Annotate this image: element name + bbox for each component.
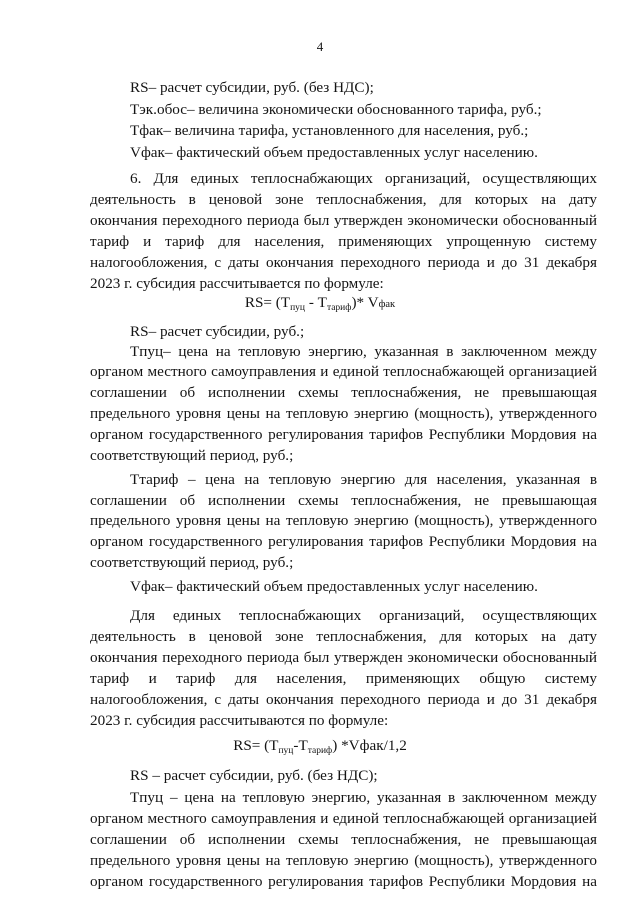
para7-line: Для единых теплоснабжающих организаций, осуществляющих bbox=[130, 607, 597, 624]
def-t-ek-obos: Tэк.обос– величина экономически обоснованного тарифа, руб.; bbox=[130, 101, 542, 118]
def-rs-3: RS – расчет субсидии, руб. (без НДС); bbox=[130, 767, 378, 784]
def-t-tarif-line: Tтариф – цена на тепловую энергию для населения, указанная в bbox=[130, 471, 597, 488]
def-t-puc-2-line: соглашении об исполнении схемы теплоснабжения, не превышающая bbox=[90, 831, 597, 848]
para7-line: окончания переходного периода был утвержден экономически обоснованный bbox=[90, 649, 597, 666]
para6-line: налогообложения, с даты окончания переходного периода и до 31 декабря bbox=[90, 254, 597, 271]
formula-1: $RS= (T_{пуц} - T_{тариф})*$ Vфак bbox=[244, 294, 396, 313]
def-t-puc-2-line: органом местного самоуправления и единой теплоснабжающей организацией bbox=[90, 810, 597, 827]
para7-line: налогообложения, с даты окончания переходного периода и до 31 декабря bbox=[90, 691, 597, 708]
def-t-puc-line: предельного уровня цены на тепловую энергию (мощность), утвержденного bbox=[90, 405, 597, 422]
def-t-tarif-line: соответствующий период, руб.; bbox=[90, 554, 294, 571]
formula-2: $RS= (T_{пуц}-T_{тариф})$ *Vфак/1,2 bbox=[233, 737, 407, 756]
def-t-puc-line: органом государственного регулирования тарифов Республики Мордовия на bbox=[90, 426, 597, 443]
def-t-tarif-line: соглашении об исполнении схемы теплоснабжения, не превышающая bbox=[90, 492, 597, 509]
def-t-puc-2-line: Tпуц – цена на тепловую энергию, указанная в заключенном между bbox=[130, 789, 597, 806]
para6-line: 6. Для единых теплоснабжающих организаций, осуществляющих bbox=[130, 170, 597, 187]
page-number: 4 bbox=[316, 39, 324, 54]
def-t-tarif-line: органом государственного регулирования тарифов Республики Мордовия на bbox=[90, 533, 597, 550]
para7-line: деятельность в ценовой зоне теплоснабжения, для которых на дату bbox=[90, 628, 597, 645]
para6-line: тариф и тариф для населения, применяющих упрощенную систему bbox=[90, 233, 597, 250]
def-t-fak: Tфак– величина тарифа, установленного для населения, руб.; bbox=[130, 122, 529, 139]
def-v-fak-2: Vфак– фактический объем предоставленных услуг населению. bbox=[130, 578, 538, 595]
para6-line: деятельность в ценовой зоне теплоснабжения, для которых на дату bbox=[90, 191, 597, 208]
def-t-puc-line: органом местного самоуправления и единой теплоснабжающей организацией bbox=[90, 363, 597, 380]
para6-line: окончания переходного периода был утвержден экономически обоснованный bbox=[90, 212, 597, 229]
def-rs: RS– расчет субсидии, руб. (без НДС); bbox=[130, 79, 374, 96]
def-rs-2: RS– расчет субсидии, руб.; bbox=[130, 323, 305, 340]
def-t-puc-line: соглашении об исполнении схемы теплоснабжения, не превышающая bbox=[90, 384, 597, 401]
para7-line: 2023 г. субсидия рассчитываются по формуле: bbox=[90, 712, 389, 729]
def-t-tarif-line: предельного уровня цены на тепловую энергию (мощность), утвержденного bbox=[90, 512, 597, 529]
def-t-puc-2-line: органом государственного регулирования тарифов Республики Мордовия на bbox=[90, 873, 597, 890]
para7-line: тариф и тариф для населения, применяющих общую систему bbox=[90, 670, 597, 687]
para6-line: 2023 г. субсидия рассчитывается по формуле: bbox=[90, 275, 384, 292]
def-t-puc-line: Tпуц– цена на тепловую энергию, указанная в заключенном между bbox=[130, 343, 597, 360]
def-t-puc-line: соответствующий период, руб.; bbox=[90, 447, 294, 464]
def-t-puc-2-line: предельного уровня цены на тепловую энергию (мощность), утвержденного bbox=[90, 852, 597, 869]
def-v-fak: Vфак– фактический объем предоставленных услуг населению. bbox=[130, 144, 538, 161]
